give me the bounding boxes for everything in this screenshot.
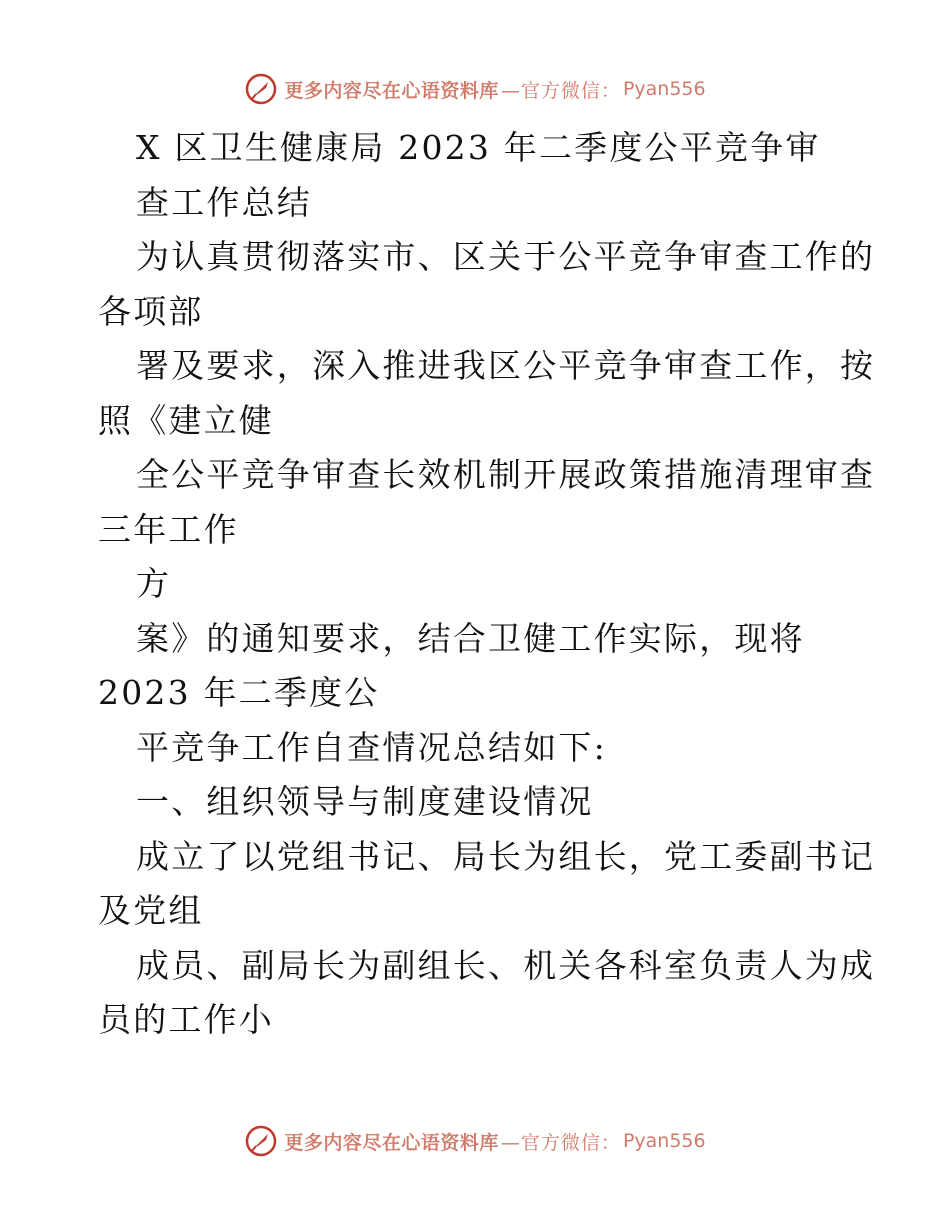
text-line: 各项部	[98, 291, 204, 331]
text-line: 照《建立健	[98, 400, 274, 440]
text-line: 成立了以党组书记、局长为组长，党工委副书记	[136, 836, 876, 876]
text-line: 查工作总结	[136, 182, 312, 222]
text-line: 全公平竞争审查长效机制开展政策措施清理审查	[136, 455, 876, 494]
text-line: 案》的通知要求，结合卫健工作实际，现将	[136, 618, 805, 658]
text-line: 及党组	[98, 891, 204, 930]
watermark-sub-text: —官方微信：	[500, 79, 621, 102]
text-line: 为认真贯彻落实市、区关于公平竞争审查工作的	[136, 237, 876, 276]
text-line: 方	[136, 564, 172, 603]
text-line: 三年工作	[98, 509, 239, 549]
watermark-id-text: Pyan556	[622, 78, 706, 100]
watermark-sub-text: —官方微信：	[500, 1131, 621, 1154]
watermark-main-text: 更多内容尽在心语资料库	[284, 79, 499, 102]
text-line: 平竞争工作自查情况总结如下:	[136, 727, 607, 767]
watermark-id-text: Pyan556	[622, 1130, 706, 1152]
text-line: 2023 年二季度公	[98, 673, 380, 712]
watermark-main-text: 更多内容尽在心语资料库	[284, 1131, 499, 1154]
text-line: X 区卫生健康局 2023 年二季度公平竞争审	[136, 128, 821, 167]
section-heading: 一、组织领导与制度建设情况	[136, 782, 594, 821]
header-watermark	[0, 72, 950, 106]
text-line: 署及要求，深入推进我区公平竞争审查工作，按	[136, 346, 876, 385]
text-line: 员的工作小	[98, 1000, 274, 1039]
quill-logo-icon	[244, 72, 278, 106]
text-line: 成员、副局长为副组长、机关各科室负责人为成	[136, 945, 876, 985]
document-body	[98, 121, 876, 1048]
footer-watermark	[0, 1124, 950, 1158]
quill-logo-icon	[244, 1124, 278, 1158]
